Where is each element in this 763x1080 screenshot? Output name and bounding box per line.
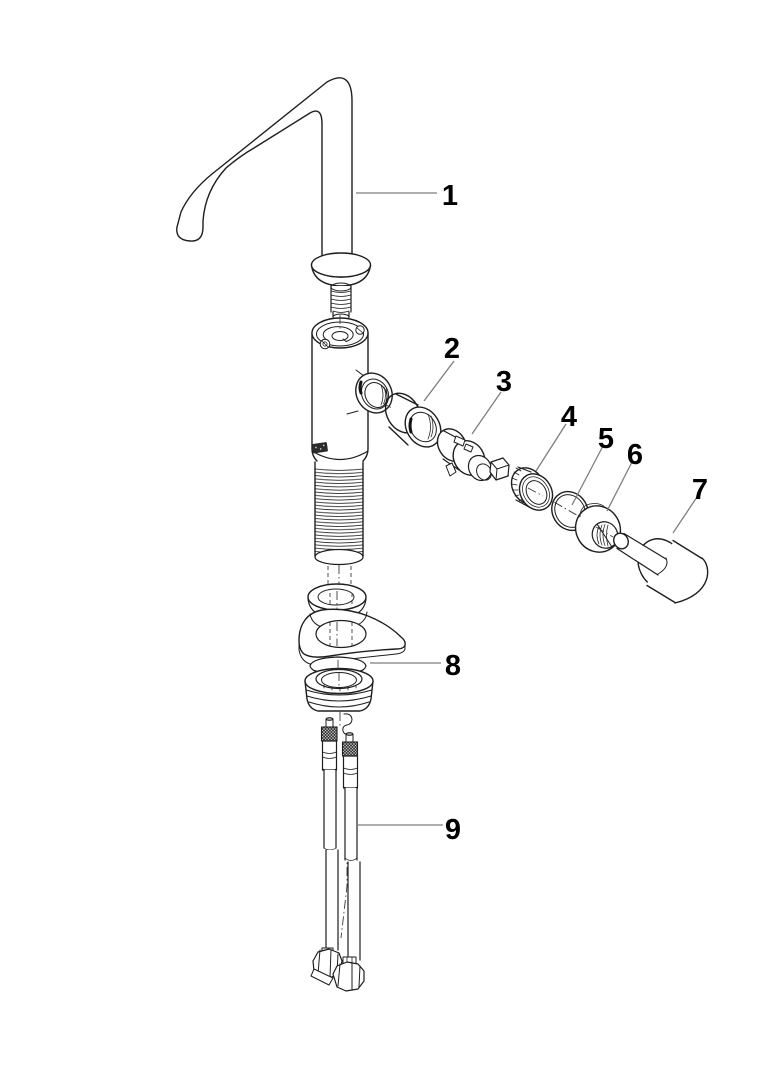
handle-cap [567,498,629,561]
callout-label-1: 1 [441,180,459,212]
cartridge-stem [490,458,509,480]
spout [177,78,371,327]
callout-leader-3 [472,392,501,434]
supply-hoses [311,712,364,991]
callout-label-8: 8 [444,650,462,682]
callout-label-9: 9 [444,814,462,846]
callouts [356,180,708,846]
callout-label-4: 4 [560,401,578,433]
faucet-body [312,315,399,565]
callout-label-5: 5 [597,423,615,455]
hose-left [311,718,342,986]
callout-label-7: 7 [691,474,709,506]
spout-tailpiece [331,283,351,320]
callout-label-6: 6 [626,439,644,471]
callout-leader-2 [424,361,454,401]
handle [611,531,708,603]
mounting-set [299,584,405,711]
callout-label-2: 2 [443,333,461,365]
threaded-shank [315,462,363,565]
callout-label-3: 3 [495,366,513,398]
cartridge-nut [505,462,559,517]
retainer-clip [343,714,352,734]
cartridge [432,423,509,484]
